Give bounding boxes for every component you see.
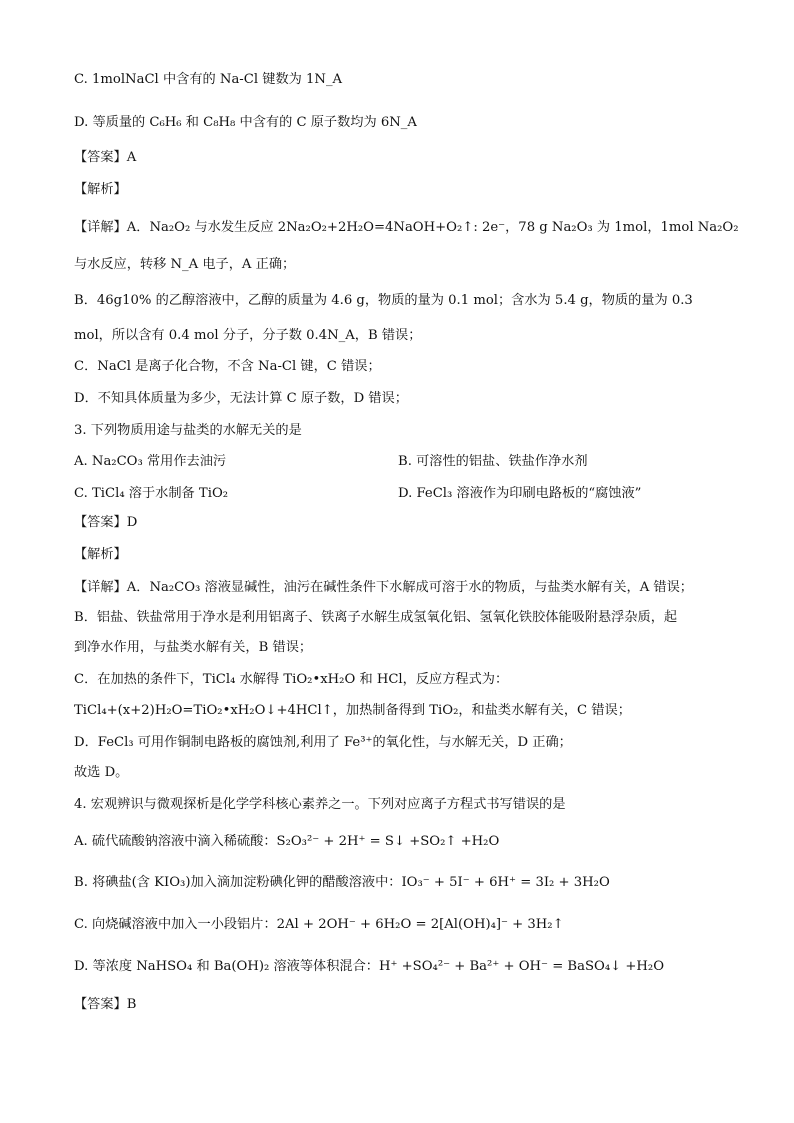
answer: 【答案】A <box>74 150 137 165</box>
q4-option-a: A. 硫代硫酸钠溶液中滴入稀硫酸：S₂O₃²⁻ + 2H⁺ = S↓ +SO₂↑ +H₂O <box>74 834 500 849</box>
q3-option-d: D. FeCl₃ 溶液作为印刷电路板的“腐蚀液” <box>398 486 642 501</box>
analysis-3: 【解析】 <box>74 547 127 562</box>
q3-option-a: A. Na₂CO₃ 常用作去油污 <box>74 454 227 469</box>
question-3: 3. 下列物质用途与盐类的水解无关的是 <box>74 423 302 438</box>
detail-3-b-1: B．铝盐、铁盐常用于净水是利用铝离子、铁离子水解生成氢氧化铝、氢氧化铁胶体能吸附悬浮杂质，起 <box>74 610 678 625</box>
analysis: 【解析】 <box>74 182 127 197</box>
q4-option-c: C. 向烧碱溶液中加入一小段铝片：2Al + 2OH⁻ + 6H₂O = 2[Al(OH)₄]⁻ + 3H₂↑ <box>74 917 564 932</box>
detail-a-2: 与水反应，转移 N_A 电子，A 正确； <box>74 257 296 272</box>
detail-c: C．NaCl 是离子化合物，不含 Na-Cl 键，C 错误； <box>74 359 381 374</box>
q3-option-b: B. 可溶性的铝盐、铁盐作净水剂 <box>398 454 588 469</box>
detail-3-c-1: C．在加热的条件下，TiCl₄ 水解得 TiO₂•xH₂O 和 HCl，反应方程式为： <box>74 672 509 687</box>
line-c: C. 1molNaCl 中含有的 Na-Cl 键数为 1N_A <box>74 72 343 87</box>
detail-3-b-2: 到净水作用，与盐类水解有关，B 错误； <box>74 640 313 655</box>
question-4: 4. 宏观辨识与微观探析是化学学科核心素养之一。下列对应离子方程式书写错误的是 <box>74 797 566 812</box>
detail-b-1: B．46g10% 的乙醇溶液中，乙醇的质量为 4.6 g，物质的量为 0.1 mol；含水为 5.4 g，物质的量为 0.3 <box>74 293 693 308</box>
detail-d: D．不知具体质量为多少，无法计算 C 原子数，D 错误； <box>74 391 408 406</box>
detail-3-a: 【详解】A．Na₂CO₃ 溶液显碱性，油污在碱性条件下水解成可溶于水的物质，与盐类水解有关，A 错误； <box>74 580 693 595</box>
q4-option-d: D. 等浓度 NaHSO₄ 和 Ba(OH)₂ 溶液等体积混合：H⁺ +SO₄²⁻ + Ba²⁺ + OH⁻ = BaSO₄↓ +H₂O <box>74 959 665 974</box>
answer-3: 【答案】D <box>74 515 138 530</box>
q3-option-c: C. TiCl₄ 溶于水制备 TiO₂ <box>74 486 229 501</box>
detail-3-c-2: TiCl₄+(x+2)H₂O=TiO₂•xH₂O↓+4HCl↑，加热制备得到 TiO₂，和盐类水解有关，C 错误； <box>74 703 631 718</box>
detail-a-1: 【详解】A．Na₂O₂ 与水发生反应 2Na₂O₂+2H₂O=4NaOH+O₂↑: 2e⁻，78 g Na₂O₃ 为 1mol，1mol Na₂O₂ <box>74 220 739 235</box>
answer-4: 【答案】B <box>74 997 137 1012</box>
detail-b-2: mol，所以含有 0.4 mol 分子，分子数 0.4N_A，B 错误； <box>74 328 422 343</box>
choose-d: 故选 D。 <box>74 765 129 780</box>
line-d: D. 等质量的 C₆H₆ 和 C₈H₈ 中含有的 C 原子数均为 6N_A <box>74 115 417 130</box>
q4-option-b: B. 将碘盐(含 KIO₃)加入滴加淀粉碘化钾的醋酸溶液中：IO₃⁻ + 5I⁻ + 6H⁺ = 3I₂ + 3H₂O <box>74 875 610 890</box>
detail-3-d: D．FeCl₃ 可用作铜制电路板的腐蚀剂,利用了 Fe³⁺的氧化性，与水解无关，D 正确； <box>74 735 572 750</box>
